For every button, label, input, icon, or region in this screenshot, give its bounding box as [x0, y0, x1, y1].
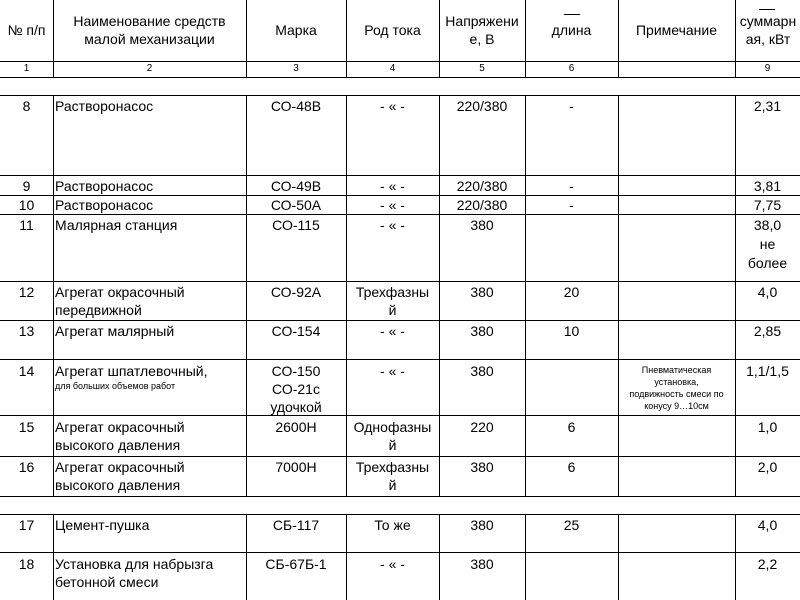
cell-power: 38,0 не более — [747, 217, 788, 271]
cell-power: 3,81 — [753, 178, 782, 194]
cell-num: 14 — [18, 363, 35, 379]
row-divider — [0, 514, 800, 515]
header-power: суммарн ая, кВт — [739, 13, 797, 47]
cell-voltage: 380 — [470, 556, 494, 572]
header-voltage: Напряжени е, В — [445, 13, 519, 47]
cell-num: 8 — [22, 98, 31, 114]
cell-name-note: для больших объемов работ — [55, 381, 176, 391]
row-divider — [0, 359, 800, 360]
row-divider — [0, 175, 800, 176]
cell-name: Растворонасос — [55, 98, 154, 114]
cell-power: 2,2 — [757, 556, 778, 572]
header-dash — [759, 9, 775, 10]
cell-length: - — [569, 178, 574, 194]
row-divider — [0, 496, 800, 497]
cell-power: 7,75 — [753, 197, 782, 213]
cell-voltage: 380 — [470, 517, 494, 533]
cell-brand: СО-150 СО-21с удочкой — [270, 363, 322, 415]
row-divider — [0, 415, 800, 416]
cell-current: - « - — [380, 363, 405, 379]
row-divider — [0, 456, 800, 457]
cell-name: Растворонасос — [55, 197, 154, 213]
cell-num: 16 — [18, 459, 35, 475]
cell-voltage: 220/380 — [456, 197, 508, 213]
cell-num: 11 — [19, 217, 34, 233]
cell-brand: СО-154 — [271, 323, 321, 339]
cell-power: 2,0 — [757, 459, 778, 475]
row-divider — [0, 320, 800, 321]
separator-band — [0, 497, 800, 514]
row-divider — [0, 95, 800, 96]
separator-band — [0, 78, 800, 95]
cell-length: 20 — [563, 284, 580, 300]
cell-current: - « - — [380, 217, 405, 233]
cell-name: Агрегат окрасочный высокого давления — [55, 459, 185, 493]
cell-voltage: 220 — [470, 419, 494, 435]
cell-current: - « - — [380, 556, 405, 572]
cell-current: То же — [374, 517, 411, 533]
cell-current: Однофазны й — [353, 419, 432, 453]
cell-length: 6 — [567, 459, 576, 475]
cell-name: Цемент-пушка — [55, 517, 150, 533]
col-number: 3 — [293, 63, 299, 74]
cell-power: 1,1/1,5 — [746, 363, 789, 379]
cell-power: 2,31 — [753, 98, 782, 114]
cell-name: Агрегат окрасочный высокого давления — [55, 419, 185, 453]
cell-num: 9 — [22, 178, 31, 194]
col-number: 2 — [146, 63, 153, 74]
cell-brand: СО-92А — [270, 284, 322, 300]
cell-num: 12 — [18, 284, 35, 300]
cell-current: - « - — [380, 197, 405, 213]
header-length: длина — [551, 22, 592, 38]
cell-brand: СО-48В — [270, 98, 322, 114]
header-current: Род тока — [364, 22, 421, 38]
cell-num: 10 — [18, 197, 35, 213]
cell-power: 4,0 — [757, 517, 778, 533]
cell-power: 1,0 — [757, 419, 778, 435]
cell-length: 6 — [567, 419, 576, 435]
cell-name: Агрегат малярный — [55, 323, 175, 339]
cell-brand: СБ-67Б-1 — [265, 556, 327, 572]
header-note: Примечание — [635, 22, 718, 38]
cell-note: Пневматическая установка, подвижность смеси по конусу 9…10см — [629, 365, 724, 411]
col-number: 5 — [479, 63, 485, 74]
cell-power: 4,0 — [757, 284, 778, 300]
cell-voltage: 220/380 — [456, 98, 508, 114]
cell-current: - « - — [380, 323, 405, 339]
row-divider — [0, 77, 800, 78]
row-divider — [0, 281, 800, 282]
header-name: Наименование средств малой механизации — [73, 13, 226, 47]
header-num: № п/п — [7, 22, 46, 38]
col-number: 9 — [764, 63, 771, 74]
cell-num: 13 — [18, 323, 35, 339]
cell-power: 2,85 — [753, 323, 782, 339]
row-divider — [0, 214, 800, 215]
col-number: 6 — [568, 63, 575, 74]
cell-length: 25 — [563, 517, 580, 533]
cell-brand: СО-50А — [270, 197, 322, 213]
cell-current: Трехфазны й — [355, 459, 430, 493]
header-dash — [564, 14, 580, 15]
header-brand: Марка — [275, 22, 317, 38]
cell-num: 17 — [18, 517, 35, 533]
cell-name: Агрегат окрасочный передвижной — [55, 284, 185, 318]
cell-num: 15 — [18, 419, 35, 435]
cell-length: - — [569, 98, 574, 114]
col-number: 1 — [23, 63, 30, 74]
row-divider — [0, 552, 800, 553]
cell-current: - « - — [380, 178, 405, 194]
cell-voltage: 380 — [470, 459, 494, 475]
cell-voltage: 380 — [470, 323, 494, 339]
cell-length: - — [569, 197, 574, 213]
cell-current: - « - — [380, 98, 405, 114]
cell-name: Малярная станция — [55, 217, 178, 233]
cell-voltage: 380 — [470, 217, 494, 233]
cell-num: 18 — [18, 556, 35, 572]
cell-brand: СО-49В — [270, 178, 322, 194]
cell-length: 10 — [563, 323, 580, 339]
cell-voltage: 380 — [470, 363, 494, 379]
cell-brand: СБ-117 — [272, 517, 320, 533]
cell-brand: 2600Н — [275, 419, 317, 435]
col-number: 4 — [389, 63, 396, 74]
cell-name: Агрегат шпатлевочный, — [55, 363, 208, 379]
row-divider — [0, 61, 800, 62]
cell-brand: 7000Н — [275, 459, 317, 475]
cell-voltage: 220/380 — [456, 178, 508, 194]
cell-name: Растворонасос — [55, 178, 154, 194]
cell-name: Установка для набрызга бетонной смеси — [55, 556, 214, 590]
cell-current: Трехфазны й — [355, 284, 430, 318]
cell-brand: СО-115 — [272, 217, 320, 233]
cell-voltage: 380 — [470, 284, 494, 300]
